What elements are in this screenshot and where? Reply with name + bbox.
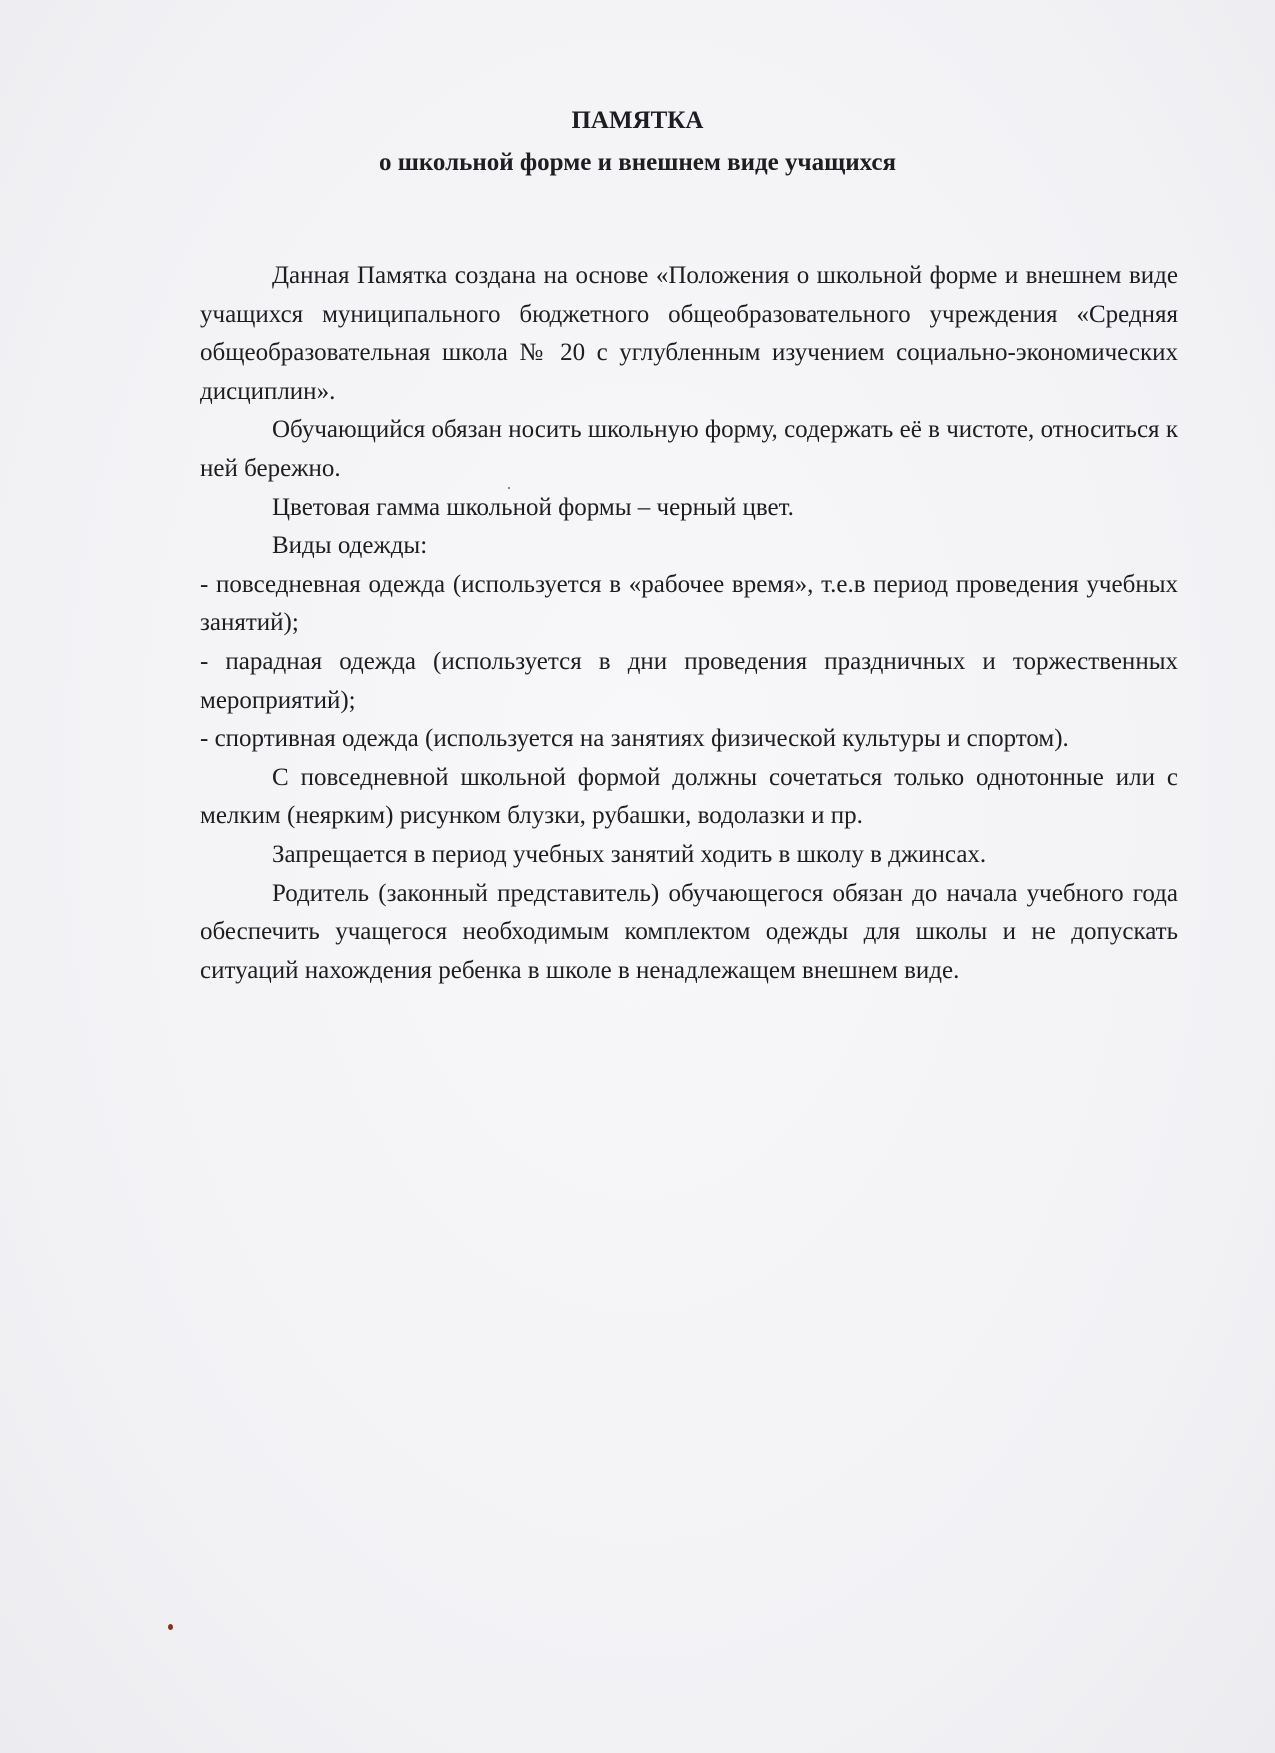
paragraph-jeans: Запрещается в период учебных занятий ходить в школу в джинсах.: [272, 840, 987, 868]
list-item-everyday: - повседневная одежда (используется в «рабочее время», т.е.в период проведения учебных занятий);: [200, 570, 1178, 637]
list-item-formal: - парадная одежда (используется в дни проведения праздничных и торжественных мероприятий);: [200, 647, 1178, 714]
paragraph-intro: Данная Памятка создана на основе «Положения о школьной форме и внешнем виде учащихся муниципального бюджетного общеобразовательного учреждения «Средняя общеобразовательная школа № 20 с углубленным изучением социально-экономических дисциплин».: [200, 262, 1178, 405]
paragraph-clothing-types: Виды одежды:: [272, 532, 428, 560]
document-title: ПАМЯТКА: [571, 107, 704, 134]
document-body: [200, 257, 1178, 990]
scan-dot: [508, 487, 510, 489]
document-subtitle: о школьной форме и внешнем виде учащихся: [378, 149, 897, 176]
paragraph-color: Цветовая гамма школьной формы – черный цвет.: [272, 493, 794, 521]
paragraph-obligation: Обучающийся обязан носить школьную форму, содержать её в чистоте, относиться к ней бережно.: [200, 416, 1178, 482]
scan-speck: [168, 1624, 173, 1630]
paragraph-combination: С повседневной школьной формой должны сочетаться только однотонные или с мелким (неярким) рисунком блузки, рубашки, водолазки и пр.: [200, 763, 1178, 830]
list-item-sport: - спортивная одежда (используется на занятиях физической культуры и спортом).: [200, 725, 1069, 753]
paragraph-parent: Родитель (законный представитель) обучающегося обязан до начала учебного года обеспечить учащегося необходимым комплектом одежды для школы и не допускать ситуаций нахождения ребенка в школе в ненадлежащем внешнем виде.: [200, 879, 1178, 984]
